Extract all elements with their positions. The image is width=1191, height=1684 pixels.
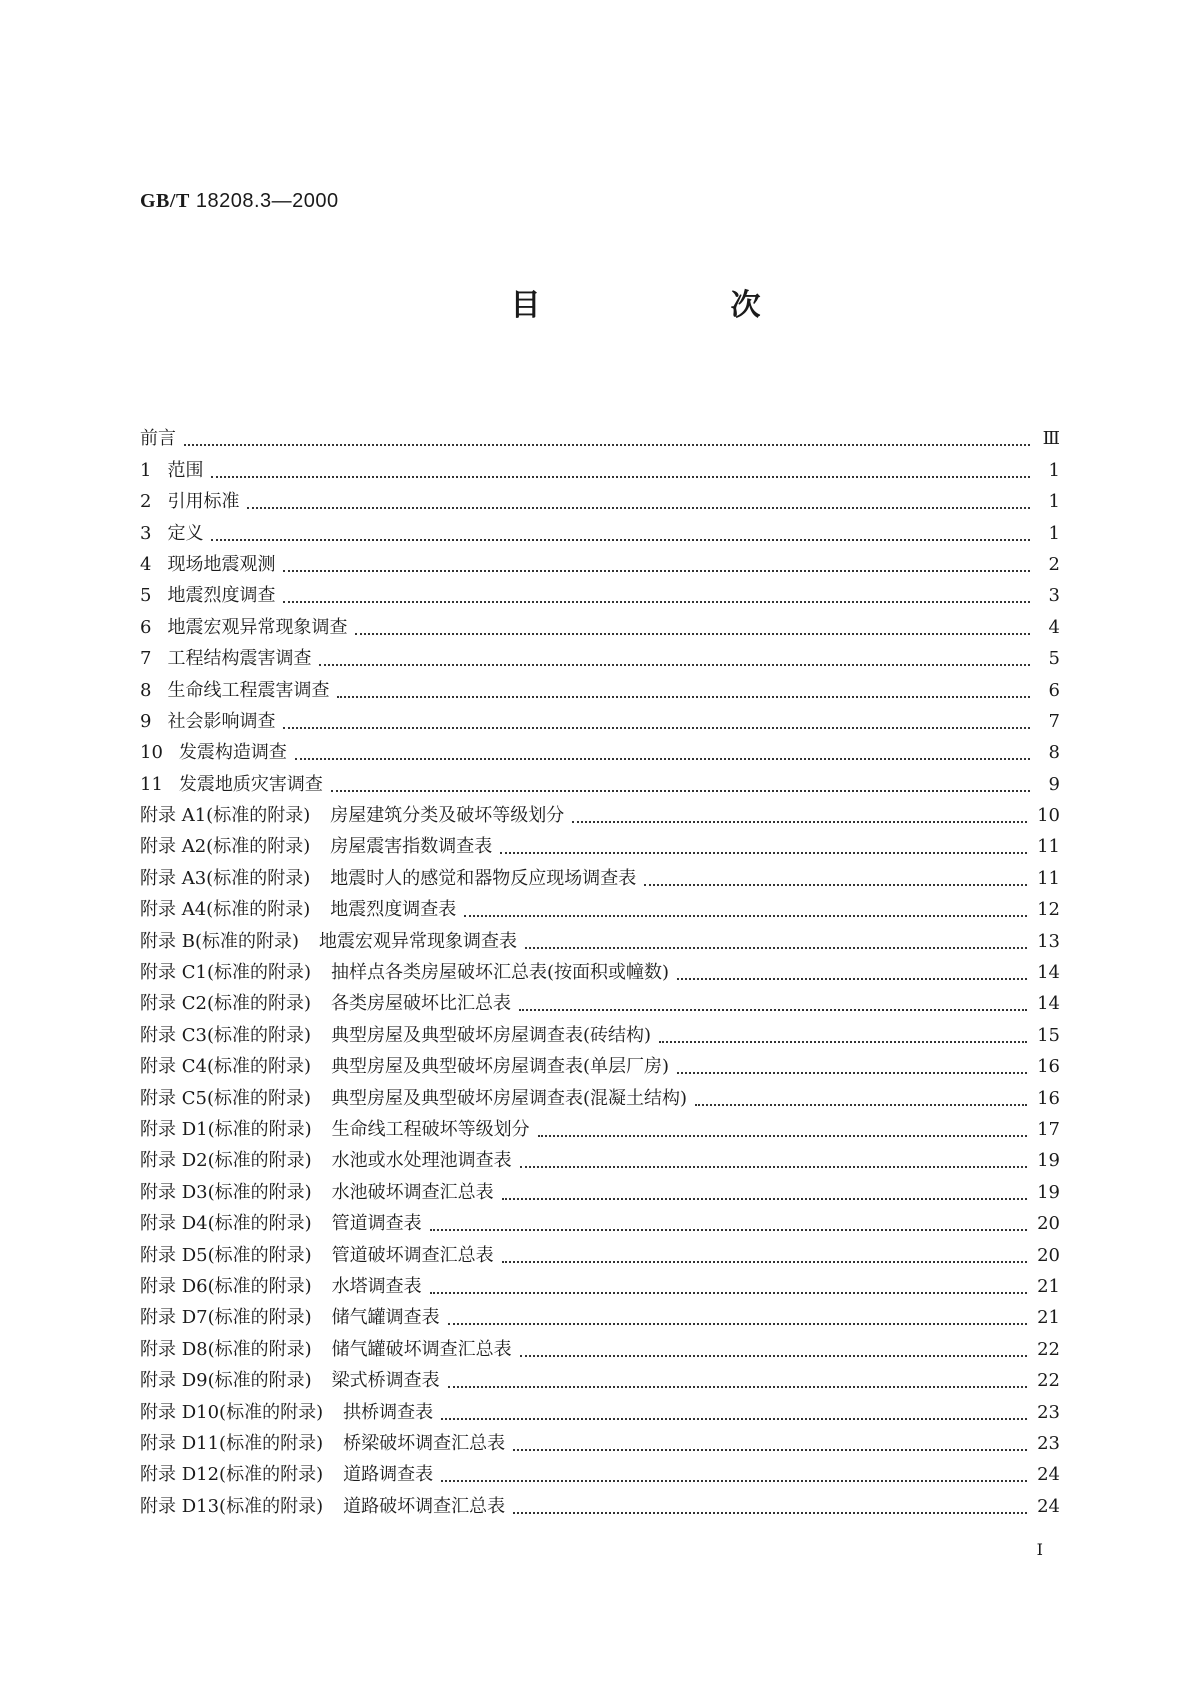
toc-entry-number: 附录 D13(标准的附录) <box>140 1495 324 1517</box>
toc-entry[interactable] <box>140 703 1060 734</box>
toc-entry-title: 典型房屋及典型破坏房屋调查表(砖结构) <box>331 1024 652 1046</box>
toc-dot-leader <box>430 1229 1027 1231</box>
toc-entry[interactable] <box>140 1173 1060 1204</box>
toc-entry-page-number: 11 <box>1037 836 1060 858</box>
toc-dot-leader <box>525 947 1027 949</box>
toc-entry-number: 附录 A3(标准的附录) <box>140 867 311 889</box>
toc-dot-leader <box>283 601 1030 603</box>
toc-entry[interactable] <box>140 859 1060 890</box>
toc-entry[interactable] <box>140 608 1060 639</box>
toc-entry-title: 社会影响调查 <box>167 710 276 732</box>
toc-dot-leader <box>319 664 1030 666</box>
toc-dot-leader <box>695 1104 1027 1106</box>
toc-entry-number: 附录 D6(标准的附录) <box>140 1275 312 1297</box>
toc-dot-leader <box>283 570 1030 572</box>
toc-entry-page-number: 3 <box>1048 585 1060 607</box>
toc-entry-page-number: 4 <box>1048 616 1060 638</box>
toc-entry[interactable] <box>140 985 1060 1016</box>
toc-entry-page-number: 8 <box>1048 742 1060 764</box>
toc-dot-leader <box>677 1072 1027 1074</box>
toc-entry[interactable] <box>140 1268 1060 1299</box>
toc-entry-title: 水塔调查表 <box>331 1275 422 1297</box>
toc-entry[interactable] <box>140 954 1060 985</box>
toc-entry[interactable] <box>140 922 1060 953</box>
toc-entry-number: 附录 D1(标准的附录) <box>140 1118 312 1140</box>
toc-dot-leader <box>283 727 1030 729</box>
page-title: 目 次 <box>510 288 841 323</box>
toc-entry-title: 范围 <box>167 459 204 481</box>
toc-entry-page-number: 16 <box>1037 1087 1060 1109</box>
toc-entry-page-number: Ⅲ <box>1042 428 1060 450</box>
toc-entry[interactable] <box>140 546 1060 577</box>
toc-entry-number: 附录 D7(标准的附录) <box>140 1307 312 1329</box>
toc-entry-number: 4 <box>140 553 152 575</box>
toc-entry-page-number: 2 <box>1048 553 1060 575</box>
toc-dot-leader <box>513 1449 1027 1451</box>
toc-entry-title: 地震宏观异常现象调查表 <box>319 930 517 952</box>
toc-entry-number: 11 <box>140 773 163 795</box>
toc-dot-leader <box>659 1041 1027 1043</box>
toc-entry[interactable] <box>140 420 1060 451</box>
toc-entry-page-number: 1 <box>1048 459 1060 481</box>
toc-entry-page-number: 22 <box>1037 1370 1060 1392</box>
toc-dot-leader <box>572 821 1027 823</box>
toc-entry-number: 附录 A2(标准的附录) <box>140 836 311 858</box>
toc-dot-leader <box>211 476 1030 478</box>
toc-entry-title: 典型房屋及典型破坏房屋调查表(单层厂房) <box>331 1056 670 1078</box>
toc-dot-leader <box>355 633 1030 635</box>
toc-entry-page-number: 13 <box>1037 930 1060 952</box>
toc-entry-title: 各类房屋破坏比汇总表 <box>331 993 511 1015</box>
toc-entry-title: 发震构造调查 <box>178 742 287 764</box>
toc-entry[interactable] <box>140 483 1060 514</box>
toc-entry[interactable] <box>140 1142 1060 1173</box>
toc-entry-number: 9 <box>140 710 152 732</box>
toc-entry[interactable] <box>140 891 1060 922</box>
toc-entry-title: 储气罐调查表 <box>331 1307 440 1329</box>
toc-entry[interactable] <box>140 734 1060 765</box>
toc-entry-title: 典型房屋及典型破坏房屋调查表(混凝土结构) <box>331 1087 688 1109</box>
toc-entry-page-number: 20 <box>1037 1213 1060 1235</box>
toc-entry-number: 附录 A1(标准的附录) <box>140 805 311 827</box>
toc-dot-leader <box>519 1009 1027 1011</box>
toc-dot-leader <box>502 1198 1027 1200</box>
toc-entry-title: 现场地震观测 <box>167 553 276 575</box>
toc-entry-number: 1 <box>140 459 152 481</box>
toc-entry[interactable] <box>140 1048 1060 1079</box>
toc-entry-page-number: 1 <box>1048 522 1060 544</box>
toc-dot-leader <box>184 444 1030 446</box>
toc-entry[interactable] <box>140 1299 1060 1330</box>
toc-entry-title: 房屋建筑分类及破坏等级划分 <box>330 805 565 827</box>
toc-entry-number: 附录 D4(标准的附录) <box>140 1213 312 1235</box>
toc-entry-page-number: 6 <box>1048 679 1060 701</box>
toc-entry-page-number: 15 <box>1037 1024 1060 1046</box>
toc-entry-page-number: 9 <box>1048 773 1060 795</box>
toc-dot-leader <box>520 1355 1027 1357</box>
toc-entry[interactable] <box>140 1330 1060 1361</box>
toc-entry-title: 抽样点各类房屋破坏汇总表(按面积或幢数) <box>331 962 670 984</box>
toc-entry-page-number: 11 <box>1037 867 1060 889</box>
toc-entry-title: 管道调查表 <box>331 1213 422 1235</box>
toc-entry-number: 附录 D12(标准的附录) <box>140 1464 324 1486</box>
toc-entry[interactable] <box>140 1079 1060 1110</box>
standard-code-number: 18208.3—2000 <box>195 190 339 212</box>
toc-entry-page-number: 12 <box>1037 899 1060 921</box>
toc-dot-leader <box>520 1166 1027 1168</box>
toc-entry-title: 水池破坏调查汇总表 <box>331 1181 494 1203</box>
toc-dot-leader <box>247 507 1030 509</box>
toc-entry-page-number: 21 <box>1037 1275 1060 1297</box>
toc-entry-title: 生命线工程破坏等级划分 <box>331 1118 530 1140</box>
toc-entry-page-number: 22 <box>1037 1338 1060 1360</box>
toc-entry[interactable] <box>140 765 1060 796</box>
toc-dot-leader <box>211 539 1030 541</box>
toc-entry-title: 房屋震害指数调查表 <box>330 836 493 858</box>
toc-dot-leader <box>502 1261 1027 1263</box>
toc-entry-title: 地震烈度调查 <box>167 585 276 607</box>
toc-entry-page-number: 20 <box>1037 1244 1060 1266</box>
toc-dot-leader <box>331 790 1030 792</box>
toc-entry-page-number: 24 <box>1037 1495 1060 1517</box>
toc-entry-number: 附录 D11(标准的附录) <box>140 1432 324 1454</box>
toc-entry-title: 工程结构震害调查 <box>167 648 312 670</box>
toc-entry[interactable] <box>140 1487 1060 1518</box>
toc-entry-number: 附录 C2(标准的附录) <box>140 993 311 1015</box>
toc-entry[interactable] <box>140 1016 1060 1047</box>
toc-entry-number: 附录 C3(标准的附录) <box>140 1024 311 1046</box>
toc-entry-page-number: 17 <box>1037 1118 1060 1140</box>
toc-entry-title: 水池或水处理池调查表 <box>331 1150 512 1172</box>
toc-entry-number: 3 <box>140 522 152 544</box>
toc-entry[interactable] <box>140 640 1060 671</box>
table-of-contents <box>140 420 1060 1519</box>
toc-entry-title: 引用标准 <box>167 491 240 513</box>
toc-entry-number: 附录 D9(标准的附录) <box>140 1370 312 1392</box>
toc-entry-number: 附录 C4(标准的附录) <box>140 1056 311 1078</box>
toc-entry-page-number: 23 <box>1037 1401 1060 1423</box>
toc-entry-number: 附录 D5(标准的附录) <box>140 1244 312 1266</box>
toc-dot-leader <box>337 696 1030 698</box>
toc-entry-number: 附录 B(标准的附录) <box>140 930 299 952</box>
toc-entry-title: 桥梁破坏调查汇总表 <box>343 1432 506 1454</box>
toc-dot-leader <box>644 884 1027 886</box>
toc-entry-page-number: 14 <box>1037 993 1060 1015</box>
toc-entry-number: 附录 D2(标准的附录) <box>140 1150 312 1172</box>
toc-dot-leader <box>441 1418 1027 1420</box>
page-folio: Ⅰ <box>1036 1540 1043 1559</box>
toc-entry[interactable] <box>140 671 1060 702</box>
toc-entry-title: 储气罐破坏调查汇总表 <box>331 1338 512 1360</box>
toc-entry-page-number: 7 <box>1048 710 1060 732</box>
toc-entry-page-number: 1 <box>1048 491 1060 513</box>
toc-entry-number: 附录 D3(标准的附录) <box>140 1181 312 1203</box>
toc-entry[interactable] <box>140 1425 1060 1456</box>
toc-dot-leader <box>538 1135 1027 1137</box>
toc-dot-leader <box>441 1480 1027 1482</box>
toc-entry-number: 10 <box>140 742 163 764</box>
toc-entry[interactable] <box>140 828 1060 859</box>
toc-dot-leader <box>448 1386 1027 1388</box>
toc-entry[interactable] <box>140 451 1060 482</box>
toc-entry-page-number: 23 <box>1037 1432 1060 1454</box>
toc-entry[interactable] <box>140 1111 1060 1142</box>
toc-entry-page-number: 24 <box>1037 1464 1060 1486</box>
toc-entry-title: 道路调查表 <box>343 1464 434 1486</box>
standard-code-prefix: GB/T <box>140 190 190 212</box>
toc-entry[interactable] <box>140 514 1060 545</box>
toc-entry-page-number: 21 <box>1037 1307 1060 1329</box>
toc-entry[interactable] <box>140 1362 1060 1393</box>
toc-entry-page-number: 10 <box>1037 805 1060 827</box>
toc-entry-page-number: 14 <box>1037 962 1060 984</box>
toc-entry-title: 地震时人的感觉和器物反应现场调查表 <box>330 867 637 889</box>
toc-dot-leader <box>448 1323 1027 1325</box>
toc-entry-title: 前言 <box>140 428 176 450</box>
toc-entry-number: 6 <box>140 616 152 638</box>
toc-entry[interactable] <box>140 1236 1060 1267</box>
toc-entry-title: 地震宏观异常现象调查 <box>167 616 348 638</box>
toc-entry-number: 2 <box>140 491 152 513</box>
toc-entry-title: 生命线工程震害调查 <box>167 679 330 701</box>
toc-entry-page-number: 19 <box>1037 1181 1060 1203</box>
toc-entry[interactable] <box>140 1205 1060 1236</box>
toc-entry-number: 附录 D10(标准的附录) <box>140 1401 324 1423</box>
standard-code <box>140 190 339 213</box>
toc-entry-page-number: 19 <box>1037 1150 1060 1172</box>
toc-dot-leader <box>500 852 1027 854</box>
toc-entry-title: 地震烈度调查表 <box>330 899 457 921</box>
toc-entry-number: 附录 C5(标准的附录) <box>140 1087 311 1109</box>
toc-entry-number: 5 <box>140 585 152 607</box>
toc-entry-title: 定义 <box>167 522 204 544</box>
toc-entry-number: 8 <box>140 679 152 701</box>
toc-entry-number: 7 <box>140 648 152 670</box>
toc-entry-page-number: 16 <box>1037 1056 1060 1078</box>
toc-entry-title: 道路破坏调查汇总表 <box>343 1495 506 1517</box>
toc-entry-title: 拱桥调查表 <box>343 1401 434 1423</box>
toc-entry[interactable] <box>140 797 1060 828</box>
toc-dot-leader <box>295 758 1030 760</box>
toc-entry-title: 梁式桥调查表 <box>331 1370 440 1392</box>
toc-entry-page-number: 5 <box>1048 648 1060 670</box>
toc-entry[interactable] <box>140 577 1060 608</box>
toc-dot-leader <box>430 1292 1027 1294</box>
toc-entry[interactable] <box>140 1456 1060 1487</box>
toc-entry-title: 发震地质灾害调查 <box>178 773 323 795</box>
toc-entry-number: 附录 C1(标准的附录) <box>140 962 311 984</box>
toc-dot-leader <box>677 978 1027 980</box>
toc-entry-number: 附录 A4(标准的附录) <box>140 899 311 921</box>
toc-dot-leader <box>513 1512 1027 1514</box>
toc-entry-title: 管道破坏调查汇总表 <box>331 1244 494 1266</box>
toc-entry-number: 附录 D8(标准的附录) <box>140 1338 312 1360</box>
toc-dot-leader <box>464 915 1027 917</box>
toc-entry[interactable] <box>140 1393 1060 1424</box>
